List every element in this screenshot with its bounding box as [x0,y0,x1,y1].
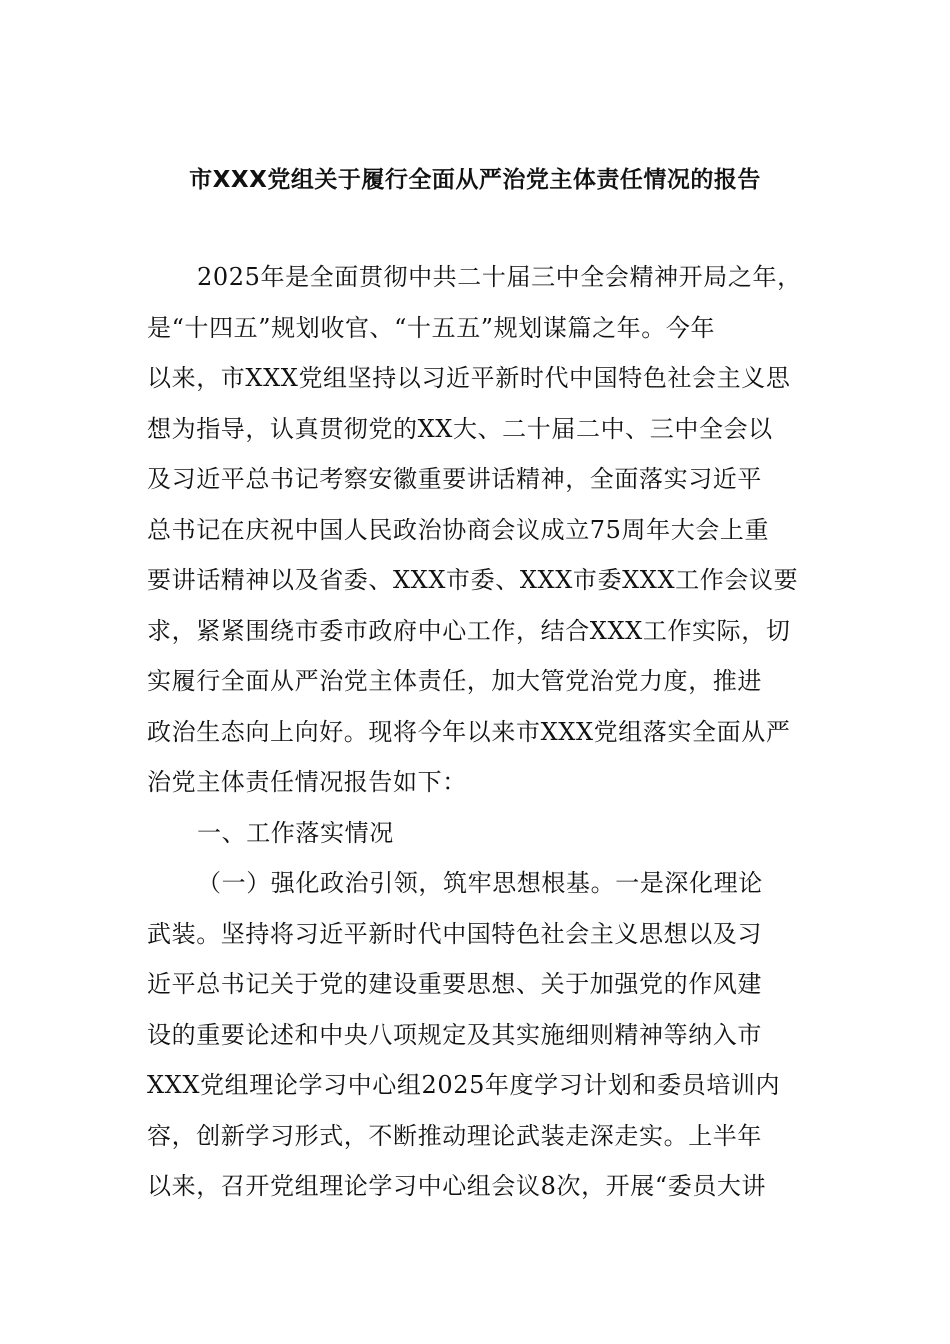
paragraph-line: 治党主体责任情况报告如下： [147,768,467,796]
paragraph-line: 求，紧紧围绕市委市政府中心工作，结合XXX工作实际，切 [147,616,791,645]
paragraph-line: （一）强化政治引领，筑牢思想根基。一是深化理论 [197,869,763,897]
paragraph-line: 以来，召开党组理论学习中心组会议8次，开展“委员大讲 [147,1172,767,1200]
paragraph-line: XXX党组理论学习中心组2025年度学习计划和委员培训内 [147,1071,781,1099]
paragraph-line: 以来，市XXX党组坚持以习近平新时代中国特色社会主义思 [147,364,791,392]
section-heading: 一、工作落实情况 [197,818,394,847]
document-body [147,252,807,1212]
paragraph-line: 设的重要论述和中央八项规定及其实施细则精神等纳入市 [147,1020,762,1049]
paragraph-line: 实履行全面从严治党主体责任，加大管党治党力度，推进 [147,667,762,695]
paragraph-line: 及习近平总书记考察安徽重要讲话精神，全面落实习近平 [147,465,762,493]
paragraph-line: 2025年是全面贯彻中共二十届三中全会精神开局之年， [197,263,802,291]
paragraph-line: 容，创新学习形式，不断推动理论武装走深走实。上半年 [147,1121,762,1150]
document-title: 市XXX党组关于履行全面从严治党主体责任情况的报告 [189,167,761,193]
paragraph-line: 近平总书记关于党的建设重要思想、关于加强党的作风建 [147,970,762,998]
paragraph-line: 政治生态向上向好。现将今年以来市XXX党组落实全面从严 [147,717,791,746]
paragraph-line: 总书记在庆祝中国人民政治协商会议成立75周年大会上重 [147,515,770,544]
paragraph-line: 想为指导，认真贯彻党的XX大、二十届二中、三中全会以 [147,414,773,443]
paragraph-line: 要讲话精神以及省委、XXX市委、XXX市委XXX工作会议要 [147,566,799,594]
paragraph-line: 是“十四五”规划收官、“十五五”规划谋篇之年。今年 [147,313,716,342]
paragraph-line: 武装。坚持将习近平新时代中国特色社会主义思想以及习 [147,919,762,948]
